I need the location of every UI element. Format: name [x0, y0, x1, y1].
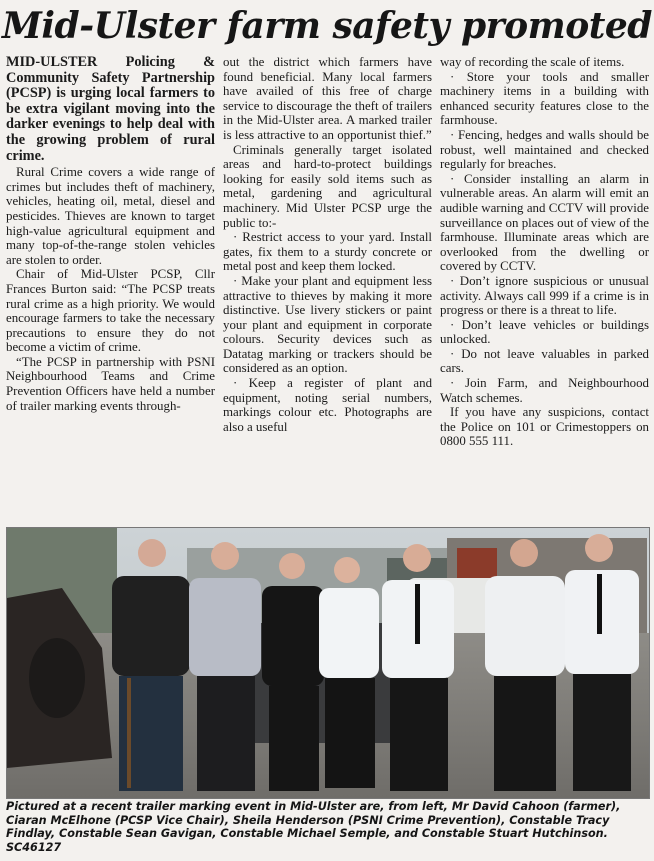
intro-paragraph: MID-ULSTER Policing & Community Safety Partnership (PCSP) is urging local farmers to be extra vigilant moving into the darker evenings to help deal with the growing problem of rural crime. [6, 55, 215, 164]
group-photo-illustration [7, 528, 649, 798]
paragraph: way of recording the scale of items. [440, 55, 625, 69]
photo-caption: Pictured at a recent trailer marking event in Mid-Ulster are, from left, Mr David Cahoon (farmer), Ciaran McElhone (PCSP Vice Chair), Sheila Henderson (PSNI Crime Prevention), Constable Tracy Findlay, Constable Sean Gavigan, Constable Michael Semple, and Constable Stuart Hutchinson. SC46127 [6, 800, 621, 854]
tip-item: · Fencing, hedges and walls should be robust, well maintained and checked regularly for breaches. [440, 128, 649, 172]
article-body [6, 55, 648, 515]
tip-item: · Restrict access to your yard. Install gates, fix them to a sturdy concrete or metal post and keep them locked. [223, 230, 432, 274]
headline: Mid-Ulster farm safety promoted [2, 5, 652, 47]
column-3 [440, 55, 649, 515]
tip-item: · Make your plant and equipment less attractive to thieves by making it more distinctive. Use livery stickers or paint your plant and equipment in corporate colours. Security devices such as Datatag marking or trackers should be considered as an option. [223, 274, 432, 376]
paragraph: Chair of Mid-Ulster PCSP, Cllr Frances Burton said: “The PCSP treats rural crime as a high priority. We would encourage farmers to take the necessary precautions to ensure they do not become a victim of crime. [6, 267, 215, 355]
paragraph: Criminals generally target isolated areas and hard-to-protect buildings looking for easily sold items such as metal, gardening and agricultural machinery. Mid Ulster PCSP urge the public to:- [223, 142, 432, 230]
tip-item: · Do not leave valuables in parked cars. [440, 347, 649, 376]
tip-item: · Join Farm, and Neighbourhood Watch schemes. [440, 376, 649, 405]
tip-item: · Don’t leave vehicles or buildings unlocked. [440, 318, 649, 347]
column-1 [6, 55, 215, 515]
paragraph: out the district which farmers have found beneficial. Many local farmers have availed of this free of charge service to discourage the theft of trailers in the Mid-Ulster area. A marked trailer is less attractive to an opportunist thief.” [223, 55, 432, 142]
tip-item: · Don’t ignore suspicious or unusual activity. Always call 999 if a crime is in progress or there is a threat to life. [440, 274, 649, 318]
column-2 [223, 55, 432, 515]
paragraph: “The PCSP in partnership with PSNI Neighbourhood Teams and Crime Prevention Officers have held a number of trailer marking events through- [6, 354, 215, 413]
paragraph: Rural Crime covers a wide range of crimes but includes theft of machinery, vehicles, heating oil, metal, diesel and pesticides. Thieves are known to target high-value agricultural equipment and many top-of-the-range stolen vehicles are stolen to order. [6, 165, 215, 267]
tip-item: · Keep a register of plant and equipment, noting serial numbers, markings colour etc. Photographs are also a useful [223, 376, 432, 434]
tip-item: · Store your tools and smaller machinery items in a building with enhanced security features close to the farmhouse. [440, 70, 649, 128]
group-photo [6, 527, 650, 799]
tip-item: · Consider installing an alarm in vulnerable areas. An alarm will emit an audible warning and CCTV will provide surveillance on places out of view of the farmhouse. Illuminate areas which are overlooked from the dwelling or covered by CCTV. [440, 172, 649, 274]
paragraph: If you have any suspicions, contact the Police on 101 or Crimestoppers on 0800 555 111. [440, 405, 649, 449]
